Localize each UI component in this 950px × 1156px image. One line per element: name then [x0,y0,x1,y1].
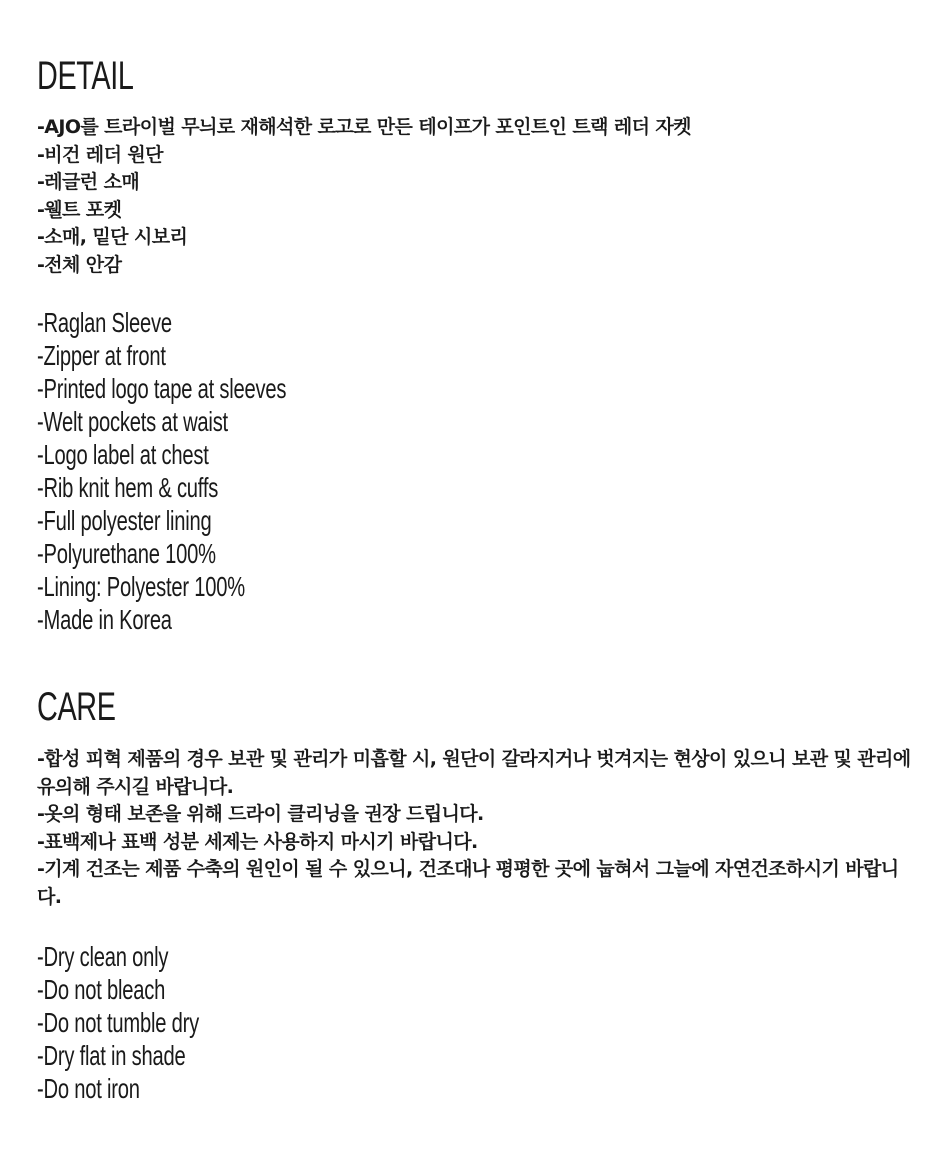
care-korean-item: -합성 피혁 제품의 경우 보관 및 관리가 미흡할 시, 원단이 갈라지거나 벗겨지는 현상이 있으니 보관 및 관리에 유의해 주시길 바랍니다. [37,748,911,798]
detail-heading: DETAIL [37,54,134,98]
care-english-list [37,940,262,1105]
detail-english-item: -Welt pockets at waist [37,406,228,437]
detail-english-item: -Rib knit hem & cuffs [37,472,219,503]
care-korean-item: -표백제나 표백 성분 세제는 사용하지 마시기 바랍니다. [37,830,478,853]
care-heading: CARE [37,685,116,729]
care-korean-item: -기계 건조는 제품 수축의 원인이 될 수 있으니, 건조대나 평평한 곳에 눕혀서 그늘에 자연건조하시기 바랍니다. [37,858,899,908]
care-english-item: -Dry clean only [37,941,169,972]
care-english-item: -Do not iron [37,1073,140,1104]
care-english-item: -Do not bleach [37,974,166,1005]
detail-korean-item: -소매, 밑단 시보리 [37,226,188,248]
detail-korean-list [37,114,691,279]
detail-english-item: -Logo label at chest [37,439,209,470]
care-english-item: -Do not tumble dry [37,1007,199,1038]
detail-english-item: -Printed logo tape at sleeves [37,373,287,404]
care-english-item: -Dry flat in shade [37,1040,186,1071]
detail-english-item: -Made in Korea [37,604,172,635]
care-korean-list [37,746,917,911]
detail-korean-item: -전체 안감 [37,253,122,276]
detail-english-item: -Zipper at front [37,340,166,371]
detail-korean-item: -비건 레더 원단 [37,143,163,166]
detail-korean-item: -웰트 포켓 [37,198,122,221]
detail-korean-item: -AJO를 트라이벌 무늬로 재해석한 로고로 만든 테이프가 포인트인 트랙 레더 자켓 [37,116,691,138]
detail-english-item: -Polyurethane 100% [37,538,216,569]
detail-english-item: -Lining: Polyester 100% [37,571,245,602]
detail-english-list [37,306,383,636]
detail-english-item: -Full polyester lining [37,505,212,536]
detail-english-item: -Raglan Sleeve [37,307,172,338]
care-korean-item: -옷의 형태 보존을 위해 드라이 클리닝을 권장 드립니다. [37,803,484,825]
detail-korean-item: -레글런 소매 [37,171,140,193]
